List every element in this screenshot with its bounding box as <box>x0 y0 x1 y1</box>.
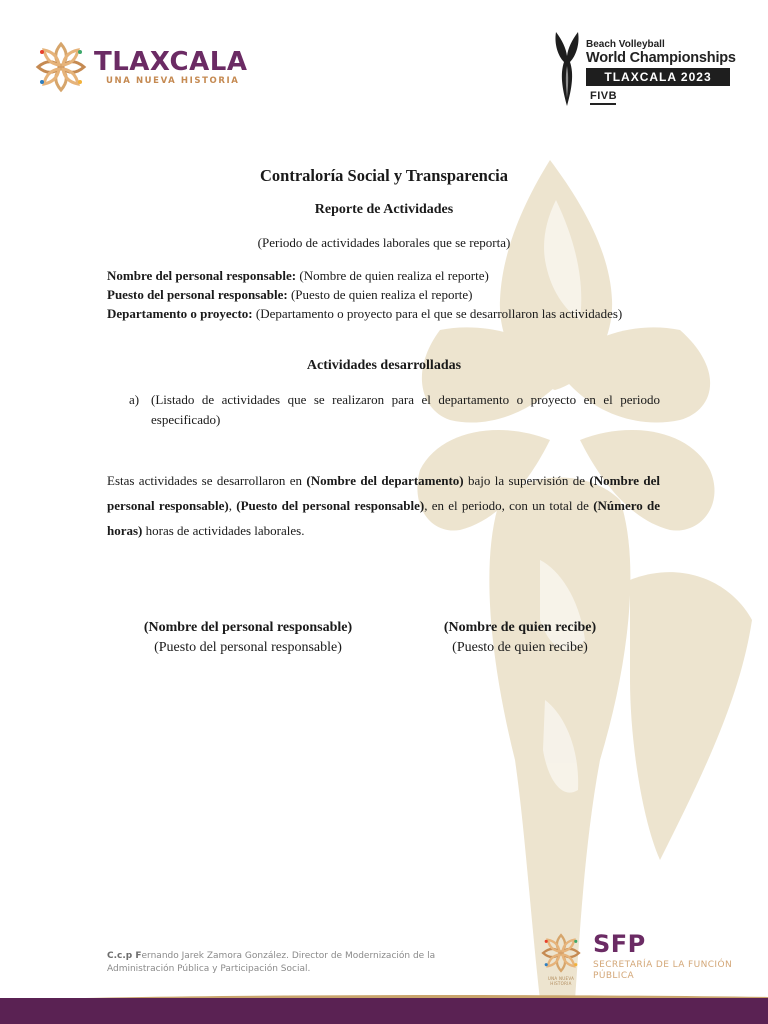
fivb-underline <box>590 103 616 105</box>
brand-tagline: UNA NUEVA HISTORIA <box>106 76 240 86</box>
championship-logo <box>550 28 740 108</box>
field-responsible-name <box>107 266 489 285</box>
sfp-full-name <box>593 960 732 982</box>
championship-line2: World Championships <box>586 50 736 66</box>
ccp-note <box>107 950 457 976</box>
para-text: horas de actividades laborales. <box>142 523 305 538</box>
field-label: Puesto del personal responsable: <box>107 287 288 302</box>
summary-paragraph <box>107 468 660 543</box>
sfp-line1: SECRETARÍA DE LA FUNCIÓN <box>593 960 733 970</box>
ccp-prefix: C.c.p F <box>107 951 142 961</box>
para-bold: (Nombre del departamento) <box>306 473 464 488</box>
trophy-icon <box>552 30 582 106</box>
field-value: (Nombre de quien realiza el reporte) <box>299 268 489 283</box>
section-title: Actividades desarrolladas <box>306 358 462 373</box>
document-subtitle: Reporte de Actividades <box>314 202 454 217</box>
para-bold: (Número de horas) <box>107 498 661 538</box>
list-item <box>129 390 660 430</box>
flower-logo-icon <box>34 40 88 94</box>
signature-position: (Puesto del personal responsable) <box>154 640 342 655</box>
para-bold: (Puesto del personal responsable) <box>236 498 425 513</box>
list-item-text: (Listado de actividades que se realizaron para el departamento o proyecto en el periodo especificado) <box>151 392 660 427</box>
para-text: bajo la supervisión de <box>463 473 590 488</box>
document-title: Contraloría Social y Transparencia <box>260 166 508 185</box>
para-text: , <box>228 498 237 513</box>
field-label: Nombre del personal responsable: <box>107 268 297 283</box>
para-bold: (Nombre del personal responsable) <box>107 473 660 513</box>
signature-name: (Nombre del personal responsable) <box>143 620 353 635</box>
championship-badge: TLAXCALA 2023 <box>586 68 730 86</box>
signature-position: (Puesto de quien recibe) <box>452 640 588 655</box>
fivb-label: FIVB <box>590 90 618 102</box>
list-marker: a) <box>129 392 140 407</box>
report-period: (Periodo de actividades laborales que se reporta) <box>257 235 511 250</box>
field-responsible-position <box>107 285 473 304</box>
para-text: , en el periodo, con un total de <box>424 498 594 513</box>
signature-block-responsible <box>118 618 378 658</box>
ccp-text: ernando Jarek Zamora González. Director de Modernización de la Administración Pública y Participación Social. <box>107 951 436 974</box>
field-value: (Puesto de quien realiza el reporte) <box>290 287 473 302</box>
sfp-abbreviation: SFP <box>593 930 646 958</box>
footer-bar <box>0 998 768 1024</box>
field-value: (Departamento o proyecto para el que se desarrollaron las actividades) <box>255 306 623 321</box>
sfp-tagline: UNA NUEVA HISTORIA <box>547 976 575 986</box>
championship-line1: Beach Volleyball <box>586 39 665 50</box>
flower-logo-icon <box>540 932 582 974</box>
field-label: Departamento o proyecto: <box>107 306 253 321</box>
signature-name: (Nombre de quien recibe) <box>443 620 597 635</box>
signature-block-receiver <box>400 618 640 658</box>
para-text: Estas actividades se desarrollaron en <box>107 473 307 488</box>
field-department <box>107 304 622 323</box>
sfp-line2: PÚBLICA <box>593 971 635 981</box>
sfp-logo <box>538 930 738 986</box>
tlaxcala-logo <box>34 40 247 94</box>
brand-name: TLAXCALA <box>94 47 248 77</box>
